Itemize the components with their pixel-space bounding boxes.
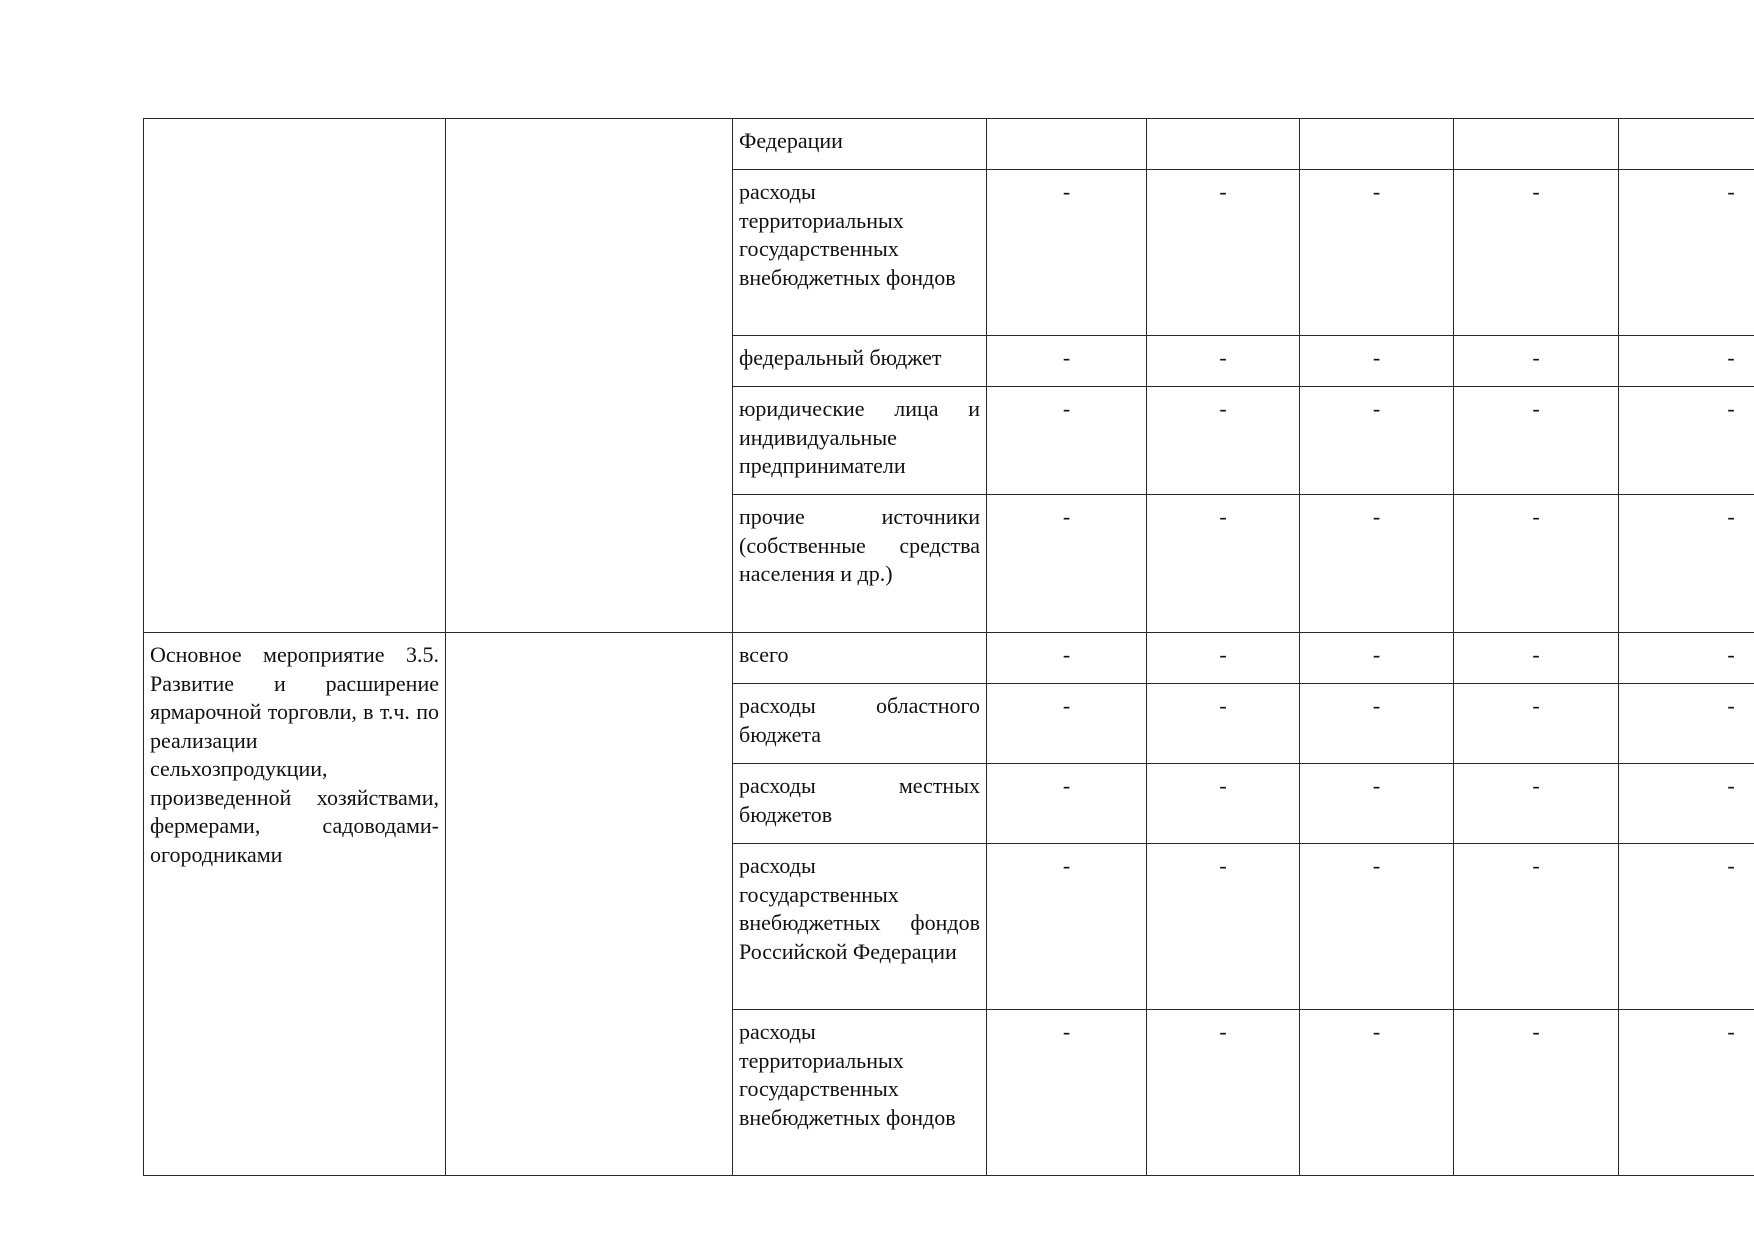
value-cell: - — [1454, 1010, 1619, 1176]
value-cell: - — [1454, 170, 1619, 336]
value-cell: - — [1147, 844, 1300, 1010]
value-cell: - — [1300, 336, 1454, 387]
value-cell: - — [1300, 684, 1454, 764]
value-cell — [1147, 119, 1300, 170]
value-cell: - — [987, 1010, 1147, 1176]
value-cell — [987, 119, 1147, 170]
value-cell: - — [1619, 844, 1754, 1010]
value-cell: - — [1454, 336, 1619, 387]
table-row — [144, 633, 1754, 684]
value-cell: - — [987, 764, 1147, 844]
source-cell: прочие источники (собственные средства населения и др.) — [733, 495, 987, 633]
value-cell: - — [1619, 633, 1754, 684]
source-cell: федеральный бюджет — [733, 336, 987, 387]
source-cell: расходы государственных внебюджетных фондов Российской Федерации — [733, 844, 987, 1010]
value-cell: - — [987, 387, 1147, 495]
value-cell: - — [1454, 495, 1619, 633]
value-cell: - — [1454, 764, 1619, 844]
value-cell: - — [1300, 633, 1454, 684]
value-cell: - — [1147, 387, 1300, 495]
value-cell: - — [1300, 387, 1454, 495]
funding-table — [143, 118, 1754, 1176]
responsible-cell — [446, 633, 733, 1176]
value-cell: - — [1619, 764, 1754, 844]
value-cell: - — [1300, 844, 1454, 1010]
value-cell: - — [1147, 1010, 1300, 1176]
source-cell: расходы областного бюджета — [733, 684, 987, 764]
source-cell: Федерации — [733, 119, 987, 170]
value-cell: - — [987, 170, 1147, 336]
value-cell: - — [1454, 633, 1619, 684]
source-cell: расходы местных бюджетов — [733, 764, 987, 844]
value-cell: - — [1300, 170, 1454, 336]
source-cell: юридические лица и индивидуальные предприниматели — [733, 387, 987, 495]
value-cell: - — [1619, 336, 1754, 387]
value-cell: - — [1454, 684, 1619, 764]
value-cell — [1454, 119, 1619, 170]
value-cell: - — [1147, 495, 1300, 633]
value-cell: - — [1454, 844, 1619, 1010]
source-cell: расходы территориальных государственных внебюджетных фондов — [733, 170, 987, 336]
value-cell: - — [1147, 170, 1300, 336]
value-cell: - — [1147, 684, 1300, 764]
value-cell: - — [1454, 387, 1619, 495]
value-cell: - — [1300, 764, 1454, 844]
value-cell: - — [1619, 1010, 1754, 1176]
value-cell: - — [987, 684, 1147, 764]
value-cell: - — [987, 844, 1147, 1010]
value-cell: - — [1619, 387, 1754, 495]
table-row — [144, 119, 1754, 170]
event-cell — [144, 119, 446, 633]
value-cell: - — [1619, 684, 1754, 764]
value-cell: - — [1147, 764, 1300, 844]
value-cell: - — [987, 495, 1147, 633]
value-cell: - — [1300, 1010, 1454, 1176]
value-cell: - — [1300, 495, 1454, 633]
value-cell: - — [1147, 633, 1300, 684]
value-cell: - — [1619, 495, 1754, 633]
value-cell: - — [987, 633, 1147, 684]
source-cell: всего — [733, 633, 987, 684]
source-cell: расходы территориальных государственных внебюджетных фондов — [733, 1010, 987, 1176]
value-cell — [1300, 119, 1454, 170]
event-cell: Основное мероприятие 3.5. Развитие и расширение ярмарочной торговли, в т.ч. по реализации сельхозпродукции, произведенной хозяйствами, фермерами, садоводами-огородниками — [144, 633, 446, 1176]
value-cell: - — [1147, 336, 1300, 387]
value-cell — [1619, 119, 1754, 170]
value-cell: - — [987, 336, 1147, 387]
value-cell: - — [1619, 170, 1754, 336]
responsible-cell — [446, 119, 733, 633]
